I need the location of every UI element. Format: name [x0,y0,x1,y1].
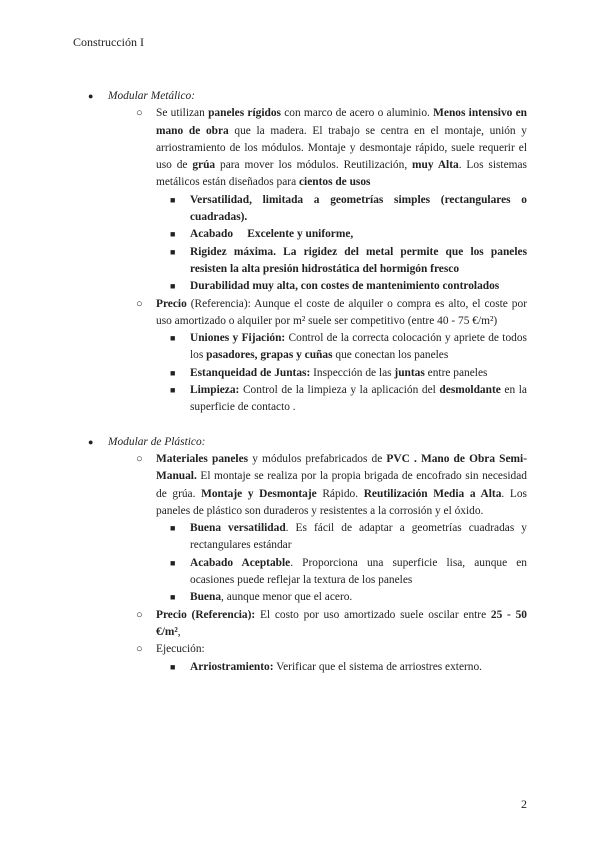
text: con marco de acero o aluminio. [280,107,434,120]
bullet-square-icon: ■ [170,557,176,568]
bullet-disc-icon: ● [88,436,94,447]
bold-text: Buena versatilidad [190,522,286,535]
bullet-disc-icon: ● [88,91,94,101]
bullet-circle-icon: ○ [136,608,143,621]
text: Se utilizan [156,107,209,120]
bullet-circle-icon: ○ [136,107,143,120]
bold-text: Precio [156,297,187,310]
document-body [80,88,527,693]
text: . Los sistemas metálicos están diseñados para [156,159,527,189]
text: para mover los módulos. Reutilización, [215,159,413,172]
bold-text: Estanqueidad de Juntas: [190,366,311,379]
bold-text: muy Alta [412,159,459,172]
text: Control de la limpieza y la aplicación del [239,384,440,397]
bullet-square-icon: ■ [170,385,176,396]
sub-list-item [156,226,527,243]
bullet-square-icon: ■ [170,194,176,205]
text: . Proporciona una superficie lisa, aunque en ocasiones puede reflejar la textura de los paneles [190,556,527,587]
list-item [108,296,527,417]
bullet-square-icon: ■ [170,592,176,603]
list-item [108,105,527,295]
bold-text: grúa [192,159,216,172]
section-title: Modular de Plástico: [108,435,206,448]
text: El costo por uso amortizado suele oscilar entre [255,608,491,621]
bold-text: Limpieza: [190,384,240,397]
sub-list-item [156,244,527,279]
list-item [108,641,527,676]
bold-text: Montaje y Desmontaje [201,487,317,500]
bold-text: PVC . Mano de Obra Semi-Manual. [156,452,527,483]
bold-text: Arriostramiento: [190,660,274,673]
text: en la superficie de contacto . [190,384,527,414]
sub-list-item [156,555,527,590]
bullet-square-icon: ■ [170,281,176,292]
text: que conectan los paneles [332,349,449,362]
text: Ejecución: [156,643,205,656]
text: . Es fácil de adaptar a geometrías cuadradas y rectangulares estándar [190,522,527,552]
list-item [108,451,527,607]
page-number: 2 [521,797,527,811]
bold-text: Reutilización Media a Alta [363,487,502,500]
bold-text: Versatilidad, limitada a geometrías simples (rectangulares o cuadradas). [190,193,527,224]
sub-list-item [156,278,527,295]
section-modular-metalico [80,88,527,417]
bold-text: Rigidez máxima. La rigidez del metal permite que los paneles resisten la alta presión hidrostática del hormigón fresco [190,245,527,275]
bold-text: desmoldante [439,384,501,397]
text: que la madera. El trabajo se centra en el montaje, unión y arriostramiento de los módulos. Montaje y desmontaje rápido, suele requerir el uso de [156,124,527,172]
bullet-circle-icon: ○ [136,643,143,656]
bold-text: Materiales paneles [156,452,249,465]
bold-text: pasadores, grapas y cuñas [206,349,333,362]
bullet-square-icon: ■ [170,229,176,240]
sub-list-item [156,365,527,382]
bold-text: Acabado [190,228,234,241]
list-item [108,607,527,642]
bullet-square-icon: ■ [170,523,176,534]
sub-list-item [156,589,527,606]
bold-text: Durabilidad muy alta, con costes de mantenimiento controlados [190,280,500,293]
bold-text: Precio (Referencia): [156,608,256,621]
page-header: Construcción I [73,35,144,49]
bold-text: paneles rígidos [208,107,281,120]
text: entre paneles [424,366,488,379]
bold-text: Acabado Aceptable [190,556,291,569]
text: Rápido. [316,487,364,500]
sub-list-item [156,520,527,555]
text: y módulos prefabricados de [248,452,387,465]
bullet-square-icon: ■ [170,661,176,672]
bullet-circle-icon: ○ [136,452,143,465]
text: Control de la correcta colocación y apriete de todos los [190,332,527,362]
bullet-square-icon: ■ [170,246,176,257]
section-title: Modular Metálico: [108,90,195,102]
bold-text: Buena [190,591,222,604]
text: Verificar que el sistema de arriostres externo. [273,660,483,673]
bold-text: 25 - 50 €/m² [156,608,527,638]
bold-text: Excelente y uniforme, [233,228,354,241]
text: Inspección de las [310,366,395,379]
sub-list-item [156,382,527,417]
sub-list-item [156,192,527,227]
bold-text: juntas [394,366,425,379]
bullet-circle-icon: ○ [136,297,143,310]
bullet-square-icon: ■ [170,367,176,378]
bold-text: cientos de usos [298,176,371,189]
text: , aunque menor que el acero. [221,591,353,604]
section-modular-plastico [80,434,527,676]
text: , [177,625,181,638]
sub-list-item [156,659,527,676]
text: . Los paneles de plástico son duraderos y resistentes a la corrosión y el óxido. [156,487,527,517]
text: (Referencia): Aunque el coste de alquiler o compra es alto, el coste por uso amortizado o alquiler por m² suele ser competitivo (entre 40 - 75 €/m²) [156,297,527,327]
bold-text: Menos intensivo en mano de obra [156,107,528,137]
bullet-square-icon: ■ [170,333,176,344]
bold-text: Uniones y Fijación: [190,332,286,345]
text: El montaje se realiza por la propia brigada de encofrado sin necesidad de grúa. [156,470,527,500]
sub-list-item [156,330,527,365]
